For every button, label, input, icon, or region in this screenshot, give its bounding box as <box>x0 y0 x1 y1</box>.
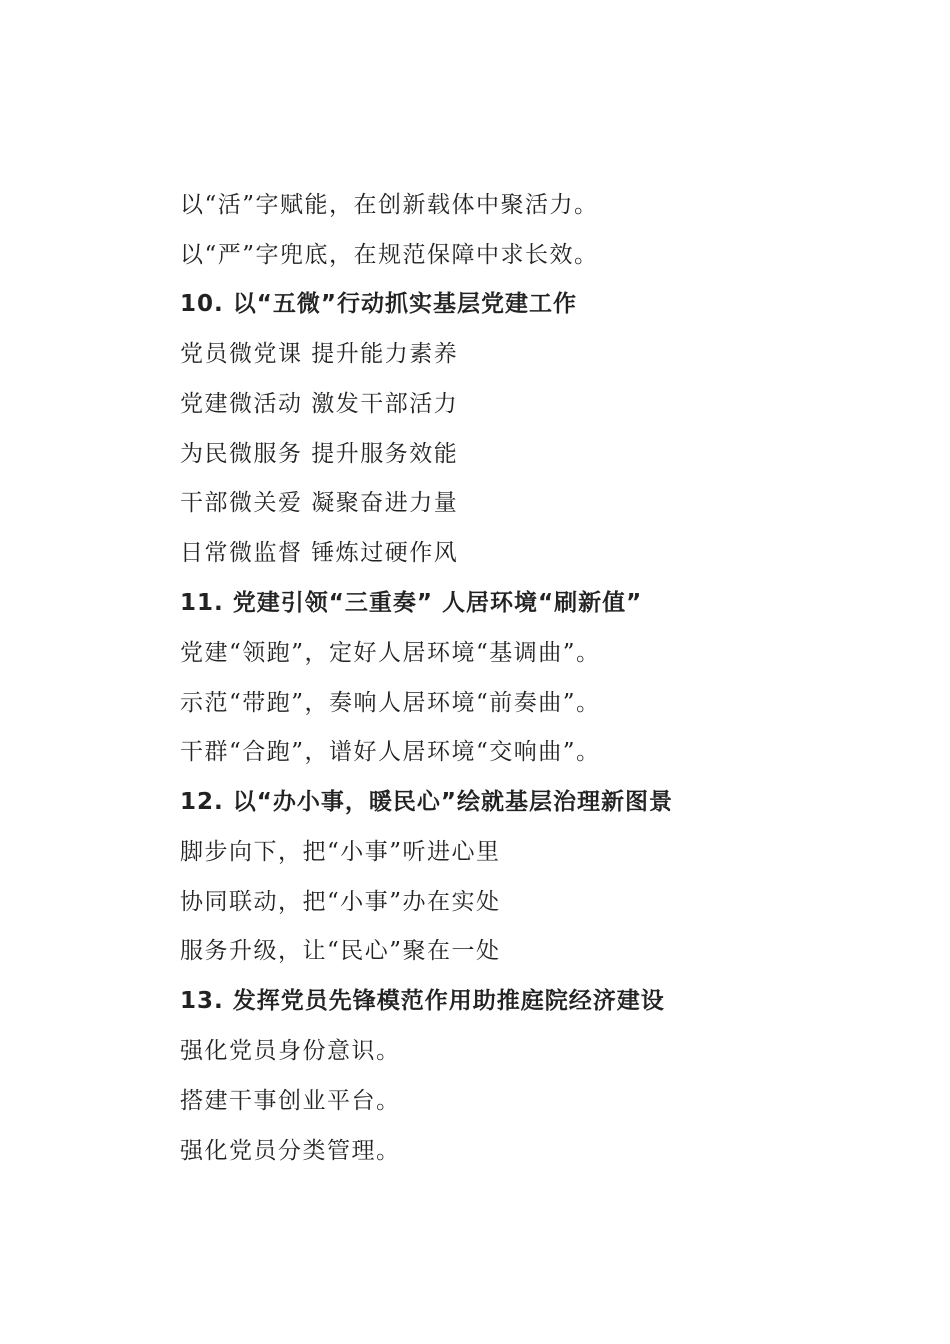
paragraph-line: 示范“带跑”，奏响人居环境“前奏曲”。 <box>180 690 601 716</box>
paragraph-line: 以“严”字兜底，在规范保障中求长效。 <box>180 242 599 268</box>
paragraph-line: 强化党员身份意识。 <box>180 1038 401 1064</box>
paragraph-line: 服务升级，让“民心”聚在一处 <box>180 938 501 964</box>
paragraph-line: 干群“合跑”，谱好人居环境“交响曲”。 <box>180 739 601 765</box>
paragraph-line: 协同联动，把“小事”办在实处 <box>180 889 501 915</box>
section-heading: 12. 以“办小事，暖民心”绘就基层治理新图景 <box>180 789 673 815</box>
paragraph-line: 为民微服务 提升服务效能 <box>180 441 459 467</box>
paragraph-line: 干部微关爱 凝聚奋进力量 <box>180 490 459 516</box>
paragraph-line: 以“活”字赋能，在创新载体中聚活力。 <box>180 192 599 218</box>
section-heading: 11. 党建引领“三重奏” 人居环境“刷新值” <box>180 590 643 616</box>
paragraph-line: 搭建干事创业平台。 <box>180 1088 401 1114</box>
paragraph-line: 日常微监督 锤炼过硬作风 <box>180 540 459 566</box>
paragraph-line: 党建微活动 激发干部活力 <box>180 391 459 417</box>
paragraph-line: 党员微党课 提升能力素养 <box>180 341 459 367</box>
paragraph-line: 强化党员分类管理。 <box>180 1138 401 1164</box>
section-heading: 13. 发挥党员先锋模范作用助推庭院经济建设 <box>180 988 665 1014</box>
section-heading: 10. 以“五微”行动抓实基层党建工作 <box>180 291 577 317</box>
paragraph-line: 党建“领跑”，定好人居环境“基调曲”。 <box>180 640 601 666</box>
paragraph-line: 脚步向下，把“小事”听进心里 <box>180 839 501 865</box>
